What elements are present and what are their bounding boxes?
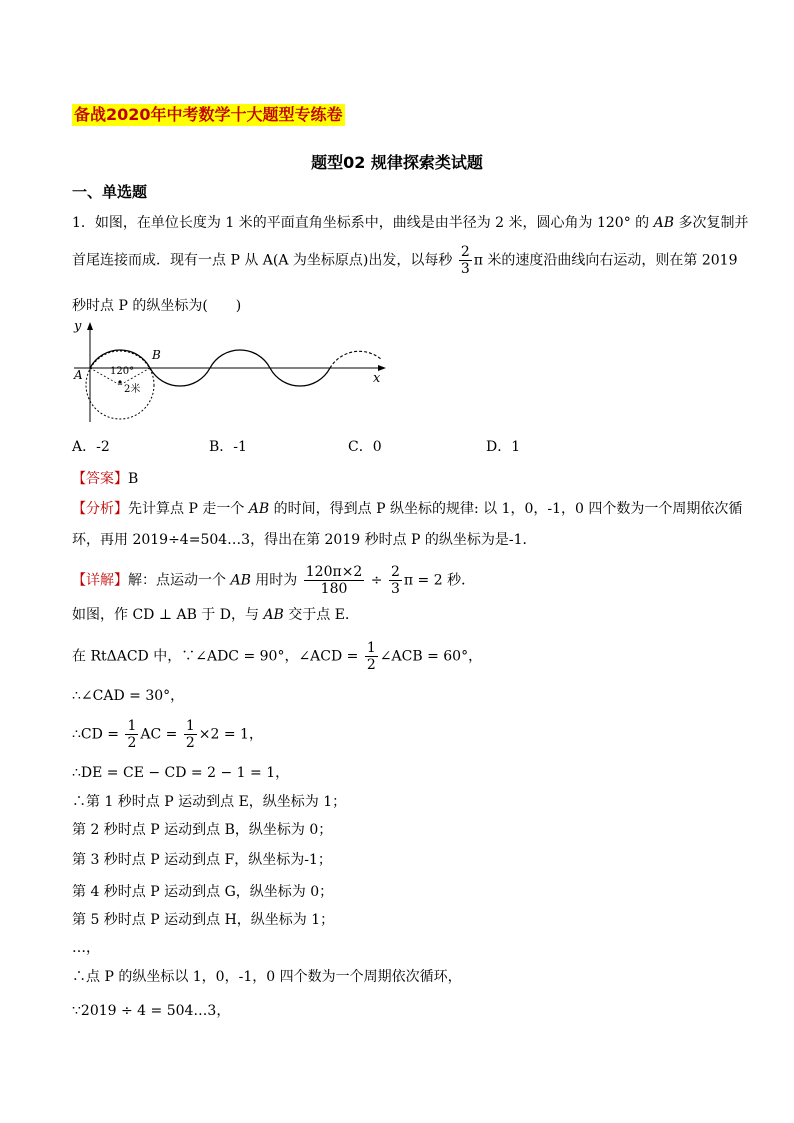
arc-4 <box>270 368 330 386</box>
analysis-line-1 <box>72 499 742 519</box>
question-text-2a: 首尾连接而成．现有一点 P 从 A(A 为坐标原点)出发，以每秒 <box>72 252 457 269</box>
detail-l1-a: 解：点运动一个 <box>128 572 231 589</box>
detail-line-14: ∵2019 ÷ 4 = 504…3， <box>72 1003 231 1019</box>
detail-l5-b: AC = <box>140 726 182 743</box>
arc-ab-symbol-2: AB <box>248 501 270 517</box>
fraction-half-2 <box>184 718 197 751</box>
fraction-half-1 <box>125 718 138 751</box>
frac-numerator: 2 <box>460 244 470 260</box>
frac-numerator: 2 <box>390 564 400 580</box>
question-text-1-end: 多次复制并 <box>674 215 749 231</box>
arc-figure <box>66 316 390 428</box>
detail-l2-b: 交于点 E． <box>283 607 359 623</box>
answer-line <box>72 469 138 489</box>
question-line-3: 秒时点 P 的纵坐标为( ) <box>72 298 242 314</box>
answer-value: B <box>128 471 139 487</box>
detail-line-13: ∴点 P 的纵坐标以 1，0，-1，0 四个数为一个周期依次循环， <box>72 969 462 985</box>
detail-l3-a: 在 RtΔACD 中，∵∠ADC = 90°，∠ACD = <box>72 648 363 665</box>
fraction-two-thirds <box>459 244 472 277</box>
frac-denominator: 180 <box>320 581 348 597</box>
detail-l3-b: ∠ACB = 60°， <box>379 648 483 665</box>
frac-numerator: 120π×2 <box>305 564 363 580</box>
fraction-time <box>304 564 365 597</box>
y-axis-label: y <box>74 319 82 334</box>
frac-numerator: 1 <box>366 640 376 656</box>
angle-label: 120° <box>110 366 135 377</box>
point-b-label: B <box>152 348 161 362</box>
option-b: B．-1 <box>209 439 247 455</box>
question-text-1: 1．如图，在单位长度为 1 米的平面直角坐标系中，曲线是由半径为 2 米，圆心角为 120° 的 <box>72 215 654 231</box>
page-title: 题型02 规律探索类试题 <box>311 153 483 172</box>
detail-line-6: ∴DE = CE − CD = 2 − 1 = 1， <box>72 765 290 781</box>
detail-line-2 <box>72 605 359 625</box>
arc-ab-symbol-3: AB <box>230 572 251 589</box>
detail-l1-d: π = 2 秒． <box>403 572 476 589</box>
analysis-line-2: 环，再用 2019÷4=504…3，得出在第 2019 秒时点 P 的纵坐标为是-1． <box>72 532 537 548</box>
analysis-text-1: 先计算点 P 走一个 <box>128 501 249 517</box>
option-d: D．1 <box>486 439 521 455</box>
frac-denominator: 3 <box>390 581 400 597</box>
detail-line-10: 第 4 秒时点 P 运动到点 G，纵坐标为 0； <box>72 884 334 900</box>
arc-ab-symbol: AB <box>653 215 674 231</box>
detail-l1-c: ÷ <box>366 572 387 589</box>
radius-label: 2米 <box>124 384 141 395</box>
frac-denominator: 3 <box>460 261 470 277</box>
frac-denominator: 2 <box>366 657 376 673</box>
question-line-2 <box>72 244 737 277</box>
arc-ab-symbol-4: AB <box>263 607 284 623</box>
option-c: C．0 <box>348 439 382 455</box>
frac-denominator: 2 <box>185 735 195 751</box>
fraction-speed <box>389 564 402 597</box>
arc-2 <box>150 368 210 386</box>
detail-l1-b: 用时为 <box>250 572 302 589</box>
question-text-2b: π 米的速度沿曲线向右运动，则在第 2019 <box>473 252 738 269</box>
analysis-text-2: 的时间，得到点 P 纵坐标的规律: 以 1，0，-1，0 四个数为一个周期依次循 <box>269 501 743 517</box>
detail-l5-c: ×2 = 1， <box>198 726 263 743</box>
detail-line-7: ∴第 1 秒时点 P 运动到点 E，纵坐标为 1； <box>72 794 347 810</box>
detail-line-11: 第 5 秒时点 P 运动到点 H，纵坐标为 1； <box>72 912 335 928</box>
option-a: A．-2 <box>72 439 110 455</box>
question-line-1 <box>72 213 748 233</box>
point-a-label: A <box>74 368 83 382</box>
fraction-half <box>365 640 378 673</box>
arc-3 <box>210 350 270 368</box>
center-point <box>118 380 121 383</box>
detail-line-12: …， <box>72 940 100 956</box>
detail-line-4: ∴∠CAD = 30°， <box>72 688 185 704</box>
detail-l2-a: 如图，作 CD ⊥ AB 于 D，与 <box>72 607 264 623</box>
y-axis-arrow <box>87 322 93 330</box>
banner-title: 备战2020年中考数学十大题型专练卷 <box>74 105 343 124</box>
answer-tag: 【答案】 <box>72 471 128 487</box>
detail-line-5 <box>72 718 263 751</box>
detail-line-9: 第 3 秒时点 P 运动到点 F，纵坐标为-1； <box>72 852 332 868</box>
arc-5-dashed <box>330 351 382 368</box>
frac-denominator: 2 <box>127 735 137 751</box>
detail-tag: 【详解】 <box>72 572 128 589</box>
detail-line-3 <box>72 640 482 673</box>
frac-numerator: 1 <box>127 718 137 734</box>
frac-numerator: 1 <box>185 718 195 734</box>
detail-line-8: 第 2 秒时点 P 运动到点 B，纵坐标为 0； <box>72 822 333 838</box>
section-heading: 一、单选题 <box>72 183 148 201</box>
analysis-tag: 【分析】 <box>72 501 128 517</box>
detail-l5-a: ∴CD = <box>72 726 124 743</box>
detail-line-1 <box>72 564 475 597</box>
x-axis-label: x <box>373 371 381 386</box>
